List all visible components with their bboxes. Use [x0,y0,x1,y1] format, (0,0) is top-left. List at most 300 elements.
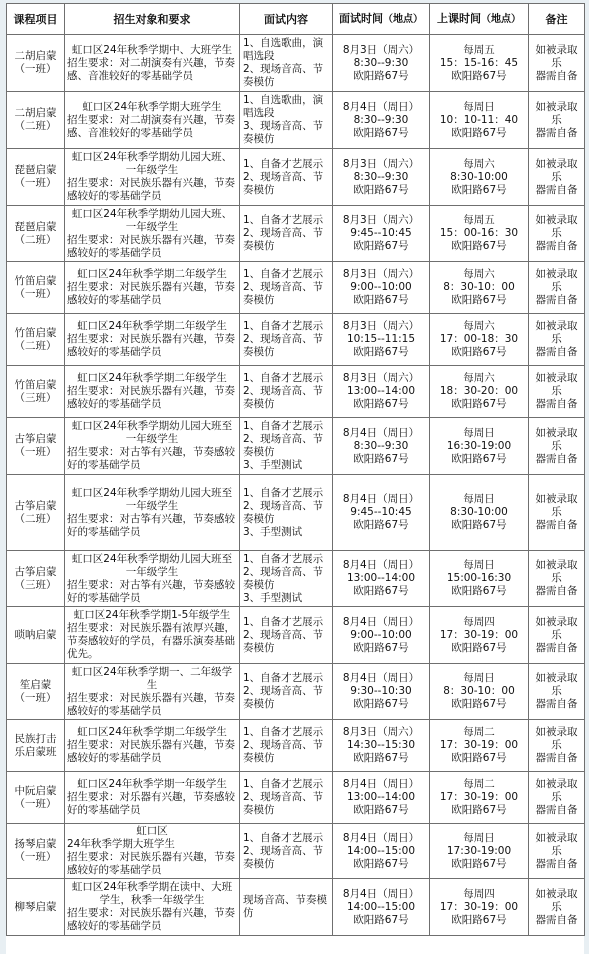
table-row [7,879,585,936]
target-cell-line: 招生要求：对民族乐器有兴趣，节奏感较好的零基础学员 [67,281,235,306]
target-cell-line: 招生要求：对古筝有兴趣，节奏感较好的零基础学员 [67,512,235,538]
interview-time-cell-line: 8月3日（周六） [342,214,420,226]
target-cell-line: 虹口区24年秋季学期一、二年级学生 [71,665,233,691]
note-cell-line: 如被录取乐 [535,615,578,641]
target-cell-line: 虹口区24年秋季学期幼儿园大班至一年级学生 [71,552,233,578]
interview-time-cell [333,551,430,607]
class-time-cell-line: 8：30-10：00 [443,281,515,293]
course-cell-line: 古筝启蒙 [14,499,57,512]
note-cell-line: 如被录取乐 [535,672,578,697]
interview-time-cell [333,607,430,664]
interview-cell [240,418,333,475]
target-cell-line: 招生要求：对民族乐器有兴趣，节奏感较好的零基础学员 [67,177,235,202]
interview-cell-line: 3、手型测试 [243,459,303,471]
table-row [7,418,585,475]
target-cell-line: 虹口区24年秋季学期一年级学生 [77,778,227,790]
table-row [7,92,585,149]
note-cell-line: 如被录取乐 [535,372,578,397]
class-time-cell-line: 每周六 [463,372,495,384]
interview-time-cell-line: 欧阳路67号 [353,585,409,597]
table-body [7,35,585,936]
interview-cell-line: 1、自选歌曲，演唱选段 [243,94,324,119]
note-cell-line: 器需自备 [535,183,578,196]
interview-cell [240,772,333,824]
target-cell-line: 招生要求：对民族乐器有兴趣，节奏感较好的零基础学员 [67,691,235,717]
interview-cell [240,824,333,879]
note-cell [529,418,585,475]
target-cell [65,879,240,936]
interview-cell [240,720,333,772]
course-cell-line: 二胡启蒙 [14,107,57,119]
interview-cell-line: 1、自备才艺展示 [243,831,324,844]
interview-time-cell-line: 欧阳路67号 [353,69,409,82]
interview-cell-line: 3、现场音高、节奏模仿 [243,120,324,145]
header-interview: 面试内容 [240,4,333,35]
note-cell [529,551,585,607]
note-cell-line: 如被录取乐 [535,157,578,183]
interview-cell [240,607,333,664]
interview-cell-line: 2、现场音高、节奏模仿 [243,791,324,816]
class-time-cell-line: 每周日 [463,559,495,571]
note-cell-line: 如被录取乐 [535,493,578,518]
class-time-cell-line: 17：30-19：00 [439,739,519,751]
class-time-cell-line: 17：00-18：30 [439,333,519,345]
interview-cell-line: 2、现场音高、节奏模仿 [243,333,324,358]
table-row [7,149,585,206]
note-cell-line: 器需自备 [535,698,578,710]
interview-cell [240,475,333,551]
course-cell-line: （二班） [14,512,57,525]
note-cell-line: 如被录取乐 [535,887,578,913]
note-cell-line: 器需自备 [535,585,578,597]
interview-cell-line: 1、自备才艺展示 [243,372,324,384]
interview-cell-line: 1、自备才艺展示 [243,552,324,565]
note-cell-line: 器需自备 [535,240,578,252]
target-cell [65,824,240,879]
interview-time-cell-line: 9:00--10:00 [350,628,412,641]
class-time-cell-line: 每周日 [463,100,495,113]
class-time-cell-line: 10：10-11：40 [439,113,519,126]
interview-time-cell-line: 10:15--11:15 [346,333,416,345]
interview-time-cell-line: 欧阳路67号 [353,804,409,816]
class-time-cell-line: 15:00-16:30 [446,572,512,584]
target-cell [65,149,240,206]
interview-cell-line: 2、现场音高、节奏模仿 [243,565,324,591]
header-interview-time: 面试时间（地点） [333,4,430,35]
class-time-cell [430,664,529,720]
interview-cell-line: 1、自备才艺展示 [243,268,324,280]
class-time-cell-line: 每周二 [463,726,495,738]
interview-time-cell [333,879,430,936]
course-cell [7,366,65,418]
interview-time-cell-line: 9:45--10:45 [350,506,412,518]
interview-cell-line: 3、手型测试 [243,525,303,538]
target-cell-line: 虹口区24年秋季学期幼儿园大班、一年级学生 [71,151,233,176]
interview-cell-line: 2、现场音高、节奏模仿 [243,739,324,764]
class-time-cell-line: 每周四 [463,887,495,900]
course-cell-line: （二班） [14,339,57,352]
interview-cell [240,664,333,720]
interview-time-cell [333,366,430,418]
note-cell-line: 器需自备 [535,69,578,82]
target-cell-line: 虹口区24年秋季学期幼儿园大班至一年级学生 [71,420,233,445]
interview-time-cell-line: 8月4日（周日） [342,559,420,571]
target-cell [65,92,240,149]
course-cell [7,475,65,551]
target-cell-line: 虹口区24年秋季学期二年级学生 [77,268,227,280]
target-cell [65,418,240,475]
target-cell [65,772,240,824]
interview-time-cell-line: 8月4日（周日） [342,887,420,900]
class-time-cell [430,92,529,149]
note-cell-line: 如被录取乐 [535,831,578,857]
interview-time-cell-line: 13:00--14:00 [346,572,416,584]
interview-time-cell-line: 欧阳路67号 [353,126,409,139]
target-cell [65,720,240,772]
interview-time-cell [333,664,430,720]
note-cell [529,262,585,314]
interview-cell-line: 2、现场音高、节奏模仿 [243,170,324,196]
class-time-cell-line: 欧阳路67号 [451,857,507,870]
target-cell-line: 招生要求：对二胡演奏有兴趣，节奏感、音准较好的零基础学员 [67,56,235,82]
table-row [7,720,585,772]
interview-cell-line: 2、现场音高、节奏模仿 [243,227,324,252]
note-cell [529,607,585,664]
interview-time-cell-line: 8月3日（周六） [342,372,420,384]
class-time-cell-line: 8:30-10:00 [450,506,508,518]
target-cell-line: 虹口区24年秋季学期大班学生 [82,100,222,113]
class-time-cell-line: 8:30-10:00 [450,170,508,183]
target-cell [65,314,240,366]
note-cell-line: 器需自备 [535,398,578,410]
target-cell [65,551,240,607]
target-cell-line: 虹口区24年秋季学期在读中、大班学生，秋季一年级学生 [71,881,233,906]
course-cell [7,206,65,262]
class-time-cell-line: 每周日 [463,831,495,844]
course-cell-line: （一班） [14,177,57,189]
note-cell [529,772,585,824]
class-time-cell [430,772,529,824]
target-cell [65,262,240,314]
course-cell [7,551,65,607]
target-cell [65,607,240,664]
course-cell [7,824,65,879]
target-cell-line: 招生要求：对民族乐器有兴趣，节奏感较好的零基础学员 [67,333,235,358]
note-cell-line: 器需自备 [535,641,578,654]
class-time-cell-line: 15：00-16：30 [439,227,519,239]
course-cell [7,607,65,664]
course-cell-line: （一班） [14,446,57,458]
note-cell [529,879,585,936]
target-cell [65,366,240,418]
class-time-cell-line: 欧阳路67号 [451,752,507,764]
interview-time-cell [333,314,430,366]
class-time-cell-line: 18：30-20：00 [439,385,519,397]
interview-time-cell-line: 欧阳路67号 [353,698,409,710]
interview-time-cell [333,35,430,92]
target-cell-line: 虹口区24年秋季学期1-5年级学生 [73,609,231,621]
class-time-cell-line: 欧阳路67号 [451,913,507,926]
interview-time-cell-line: 8月3日（周六） [342,43,420,56]
header-target: 招生对象和要求 [65,4,240,35]
target-cell [65,206,240,262]
course-cell [7,314,65,366]
class-time-cell-line: 每周日 [463,672,495,684]
interview-time-cell-line: 9:30--10:30 [350,685,412,697]
course-cell-line: 扬琴启蒙 [14,838,57,850]
interview-cell-line: 现场音高、节奏模仿 [243,894,327,919]
course-cell-line: 二胡启蒙 [14,50,57,62]
interview-time-cell-line: 8月4日（周日） [342,672,420,684]
class-time-cell-line: 每周二 [463,778,495,790]
interview-time-cell [333,720,430,772]
target-cell-line: 招生要求：对民族乐器有兴趣，节奏感较好的零基础学员 [67,907,235,932]
class-time-cell-line: 欧阳路67号 [451,398,507,410]
target-cell-line: 招生要求：对古筝有兴趣，节奏感较好的零基础学员 [67,446,235,471]
course-cell-line: 竹笛启蒙 [14,378,57,391]
interview-time-cell-line: 8月4日（周日） [342,493,420,505]
interview-cell-line: 2、现场音高、节奏模仿 [243,628,324,654]
interview-time-cell-line: 8:30--9:30 [353,439,409,452]
table-row [7,772,585,824]
interview-time-cell-line: 8月3日（周六） [342,268,420,280]
note-cell [529,206,585,262]
interview-time-cell-line: 8月4日（周日） [342,100,420,113]
interview-time-cell-line: 9:45--10:45 [350,227,412,239]
note-cell [529,664,585,720]
interview-time-cell-line: 9:00--10:00 [350,281,412,293]
interview-time-cell [333,262,430,314]
interview-cell-line: 2、现场音高、节奏模仿 [243,63,324,88]
course-cell-line: 古筝启蒙 [14,433,57,445]
interview-cell-line: 2、现场音高、节奏模仿 [243,385,324,410]
note-cell-line: 如被录取乐 [535,778,578,803]
class-time-cell [430,366,529,418]
class-time-cell-line: 8：30-10：00 [443,685,515,697]
interview-cell-line: 3、手型测试 [243,591,303,604]
interview-time-cell [333,772,430,824]
note-cell-line: 如被录取乐 [535,100,578,126]
interview-time-cell [333,418,430,475]
course-cell-line: 琵琶启蒙 [14,164,57,176]
target-cell-line: 虹口区24年秋季学期二年级学生 [77,320,227,332]
note-cell-line: 如被录取乐 [535,726,578,751]
target-cell-line: 招生要求：对古筝有兴趣，节奏感较好的零基础学员 [67,578,235,604]
course-cell-line: （二班） [14,120,57,132]
interview-cell-line: 1、自选歌曲，演唱选段 [243,37,324,62]
course-cell-line: （三班） [14,391,57,404]
target-cell-line: 招生要求：对二胡演奏有兴趣，节奏感、音准较好的零基础学员 [67,113,235,139]
table-row [7,314,585,366]
target-cell-line: 虹口区24年秋季学期幼儿园大班、一年级学生 [71,207,233,233]
course-cell [7,664,65,720]
class-time-cell-line: 每周日 [463,426,495,439]
interview-cell-line: 1、自备才艺展示 [243,672,324,684]
interview-time-cell-line: 13:00--14:00 [346,385,416,397]
table-row [7,35,585,92]
interview-cell [240,879,333,936]
note-cell [529,35,585,92]
class-time-cell-line: 欧阳路67号 [451,698,507,710]
note-cell [529,720,585,772]
interview-cell-line: 2、现场音高、节奏模仿 [243,844,324,870]
class-time-cell-line: 16:30-19:00 [446,439,512,452]
interview-cell [240,262,333,314]
class-time-cell-line: 17：30-19：00 [439,791,519,803]
interview-cell-line: 1、自备才艺展示 [243,320,324,332]
target-cell-line: 招生要求：对民族乐器有兴趣，节奏感较好的零基础学员 [67,385,235,410]
note-cell [529,149,585,206]
course-cell [7,35,65,92]
interview-cell [240,92,333,149]
interview-cell [240,366,333,418]
table-row [7,366,585,418]
class-time-cell-line: 欧阳路67号 [451,346,507,358]
note-cell [529,824,585,879]
target-cell-line: 虹口区24年秋季学期幼儿园大班至一年级学生 [71,486,233,512]
note-cell-line: 器需自备 [535,294,578,306]
course-cell-line: （一班） [14,63,57,75]
course-cell [7,720,65,772]
target-cell [65,475,240,551]
interview-cell-line: 2、现场音高、节奏模仿 [243,685,324,710]
class-time-cell-line: 每周日 [463,493,495,505]
note-cell-line: 器需自备 [535,452,578,465]
interview-time-cell-line: 欧阳路67号 [353,913,409,926]
interview-time-cell [333,475,430,551]
interview-time-cell-line: 14:00--15:00 [346,900,416,913]
class-time-cell-line: 欧阳路67号 [451,804,507,816]
course-cell-line: （一班） [14,287,57,300]
class-time-cell-line: 每周四 [463,615,495,628]
interview-time-cell-line: 欧阳路67号 [353,519,409,531]
interview-time-cell-line: 欧阳路67号 [353,294,409,306]
class-time-cell-line: 欧阳路67号 [451,183,507,196]
course-cell-line: （一班） [14,797,57,810]
table-row [7,664,585,720]
table-row [7,607,585,664]
interview-time-cell-line: 欧阳路67号 [353,398,409,410]
note-cell-line: 如被录取乐 [535,320,578,345]
interview-time-cell-line: 欧阳路67号 [353,857,409,870]
note-cell-line: 器需自备 [535,913,578,926]
class-time-cell-line: 每周六 [463,268,495,280]
course-cell-line: 竹笛启蒙 [14,326,57,339]
interview-time-cell-line: 13:00--14:00 [346,791,416,803]
class-time-cell [430,418,529,475]
class-time-cell [430,314,529,366]
course-table [6,3,585,936]
class-time-cell-line: 欧阳路67号 [451,452,507,465]
interview-cell-line: 1、自备才艺展示 [243,778,324,790]
interview-time-cell [333,824,430,879]
note-cell-line: 如被录取乐 [535,426,578,452]
table-row [7,824,585,879]
interview-cell [240,314,333,366]
course-cell-line: 民族打击 [14,732,57,745]
note-cell-line: 器需自备 [535,857,578,870]
target-cell-line: 招生要求：对民族乐器有浓厚兴趣，节奏感较好的学员，有器乐演奏基础优先。 [67,622,235,660]
class-time-cell-line: 每周五 [463,214,495,226]
note-cell [529,92,585,149]
note-cell [529,366,585,418]
interview-time-cell-line: 欧阳路67号 [353,183,409,196]
course-cell-line: 古筝启蒙 [14,565,57,578]
target-cell-line: 虹口区24年秋季学期二年级学生 [77,372,227,384]
interview-time-cell [333,206,430,262]
class-time-cell [430,475,529,551]
class-time-cell [430,824,529,879]
interview-cell-line: 1、自备才艺展示 [243,157,324,170]
class-time-cell-line: 17：30-19：00 [439,628,519,641]
interview-cell-line: 2、现场音高、节奏模仿 [243,499,324,525]
class-time-cell-line: 欧阳路67号 [451,240,507,252]
note-cell-line: 器需自备 [535,519,578,531]
note-cell-line: 如被录取乐 [535,268,578,293]
note-cell-line: 器需自备 [535,752,578,764]
course-cell-line: （三班） [14,578,57,591]
interview-cell-line: 1、自备才艺展示 [243,214,324,226]
interview-time-cell-line: 8月4日（周日） [342,778,420,790]
course-cell-line: （二班） [14,233,57,246]
note-cell-line: 器需自备 [535,126,578,139]
course-cell-line: 柳琴启蒙 [14,900,57,913]
target-cell-line: 虹口区24年秋季学期中、大班学生 [71,43,233,56]
class-time-cell [430,720,529,772]
interview-time-cell-line: 14:00--15:00 [346,844,416,857]
class-time-cell-line: 17：30-19：00 [439,900,519,913]
interview-cell-line: 1、自备才艺展示 [243,486,324,499]
table-row [7,262,585,314]
interview-time-cell-line: 8月3日（周六） [342,726,420,738]
target-cell [65,664,240,720]
header-row [7,4,585,35]
course-cell-line: 笙启蒙 [19,678,52,691]
course-cell-line: 中阮启蒙 [14,784,57,797]
interview-time-cell-line: 欧阳路67号 [353,641,409,654]
course-cell [7,772,65,824]
course-cell [7,149,65,206]
interview-time-cell-line: 8:30--9:30 [353,113,409,126]
class-time-cell [430,551,529,607]
interview-cell-line: 1、自备才艺展示 [243,615,324,628]
interview-cell-line: 1、自备才艺展示 [243,726,324,738]
header-class-time: 上课时间（地点） [430,4,529,35]
interview-time-cell-line: 8月3日（周六） [342,320,420,332]
class-time-cell [430,206,529,262]
interview-time-cell-line: 欧阳路67号 [353,346,409,358]
class-time-cell-line: 欧阳路67号 [451,519,507,531]
interview-time-cell-line: 14:30--15:30 [346,739,416,751]
course-cell-line: 唢呐启蒙 [14,628,57,641]
class-time-cell-line: 每周六 [463,157,495,170]
interview-time-cell-line: 8月4日（周日） [342,831,420,844]
interview-time-cell-line: 欧阳路67号 [353,452,409,465]
interview-time-cell [333,149,430,206]
class-time-cell-line: 每周五 [463,43,495,56]
class-time-cell-line: 每周六 [463,320,495,332]
course-cell-line: 竹笛启蒙 [14,274,57,287]
class-time-cell-line: 15：15-16：45 [439,56,519,69]
course-cell-line: 乐启蒙班 [14,745,57,758]
class-time-cell-line: 欧阳路67号 [451,585,507,597]
class-time-cell-line: 欧阳路67号 [451,126,507,139]
class-time-cell-line: 欧阳路67号 [451,641,507,654]
class-time-cell-line: 17:30-19:00 [446,844,512,857]
note-cell-line: 如被录取乐 [535,43,578,69]
table-row [7,206,585,262]
class-time-cell-line: 欧阳路67号 [451,69,507,82]
